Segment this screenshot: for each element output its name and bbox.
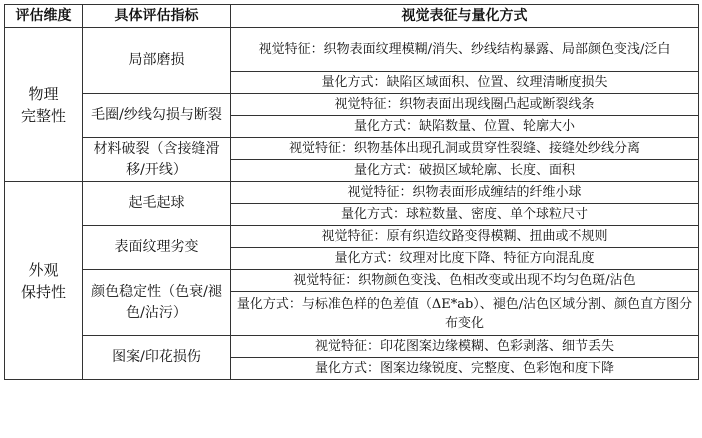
dimension-cell: 物理 完整性: [5, 28, 83, 182]
table-row: [5, 182, 699, 204]
table-row: [5, 28, 699, 72]
header-representation: 视觉表征与量化方式: [231, 5, 699, 28]
table-row: [5, 336, 699, 358]
header-dimension: 评估维度: [5, 5, 83, 28]
quant-method-cell: 量化方式：图案边缘锐度、完整度、色彩饱和度下降: [231, 358, 699, 380]
visual-feature-cell: 视觉特征：织物表面形成缠结的纤维小球: [231, 182, 699, 204]
indicator-cell: 图案/印花损伤: [83, 336, 231, 380]
visual-feature-cell: 视觉特征：印花图案边缘模糊、色彩剥落、细节丢失: [231, 336, 699, 358]
indicator-cell: 颜色稳定性（色衰/褪色/沾污）: [83, 270, 231, 336]
quant-method-cell: 量化方式：与标准色样的色差值（ΔE*ab）、褪色/沾色区域分割、颜色直方图分布变化: [231, 292, 699, 336]
visual-feature-cell: 视觉特征：织物颜色变浅、色相改变或出现不均匀色斑/沾色: [231, 270, 699, 292]
indicator-cell: 材料破裂（含接缝滑移/开线）: [83, 138, 231, 182]
visual-feature-cell: 视觉特征：织物基体出现孔洞或贯穿性裂缝、接缝处纱线分离: [231, 138, 699, 160]
indicator-cell: 表面纹理劣变: [83, 226, 231, 270]
quant-method-cell: 量化方式：球粒数量、密度、单个球粒尺寸: [231, 204, 699, 226]
header-row: [5, 5, 699, 28]
quant-method-cell: 量化方式：纹理对比度下降、特征方向混乱度: [231, 248, 699, 270]
table-row: [5, 94, 699, 116]
visual-feature-cell: 视觉特征：织物表面纹理模糊/消失、纱线结构暴露、局部颜色变浅/泛白: [231, 28, 699, 72]
quant-method-cell: 量化方式：缺陷区域面积、位置、纹理清晰度损失: [231, 72, 699, 94]
visual-feature-cell: 视觉特征：原有织造纹路变得模糊、扭曲或不规则: [231, 226, 699, 248]
table-row: [5, 138, 699, 160]
dimension-cell: 外观 保持性: [5, 182, 83, 380]
quant-method-cell: 量化方式：缺陷数量、位置、轮廓大小: [231, 116, 699, 138]
header-indicator: 具体评估指标: [83, 5, 231, 28]
table-row: [5, 270, 699, 292]
indicator-cell: 毛圈/纱线勾损与断裂: [83, 94, 231, 138]
indicator-cell: 起毛起球: [83, 182, 231, 226]
indicator-cell: 局部磨损: [83, 28, 231, 94]
visual-feature-cell: 视觉特征：织物表面出现线圈凸起或断裂线条: [231, 94, 699, 116]
table-row: [5, 226, 699, 248]
quant-method-cell: 量化方式：破损区域轮廓、长度、面积: [231, 160, 699, 182]
evaluation-table: [4, 4, 699, 380]
